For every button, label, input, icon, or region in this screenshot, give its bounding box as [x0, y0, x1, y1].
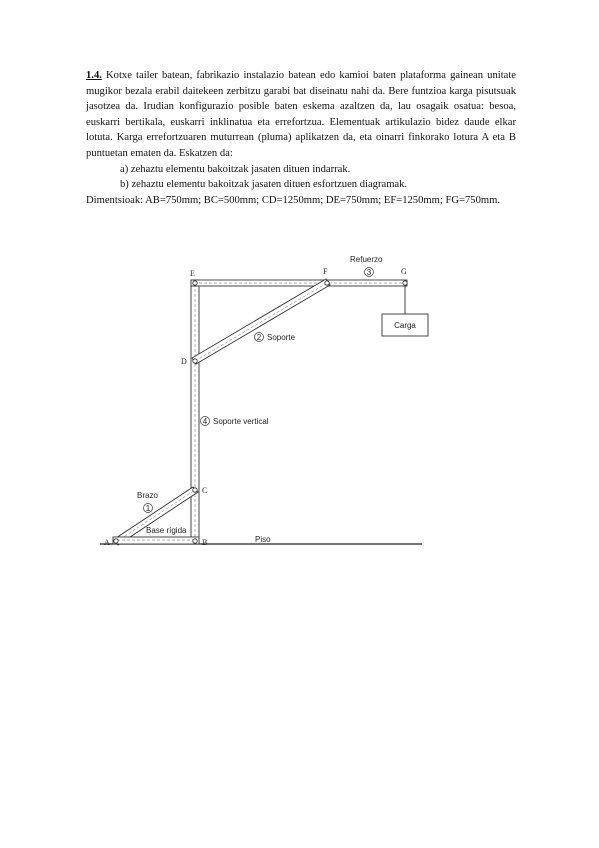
soporte-vertical-label: Soporte vertical [213, 417, 269, 426]
point-b-label: B [202, 538, 208, 547]
task-item-b: b) zehaztu elementu bakoitzak jasaten dituen esfortzuen diagramak. [120, 179, 408, 191]
point-d-label: D [181, 357, 187, 366]
point-c-label: C [202, 486, 208, 495]
point-f-label: F [323, 267, 328, 276]
reinforcement-beam [191, 280, 407, 286]
brazo-label: Brazo [137, 491, 158, 500]
point-a-label: A [104, 538, 110, 547]
point-e-label: E [190, 269, 195, 278]
task-item-a: a) zehaztu elementu bakoitzak jasaten dituen indarrak. [120, 163, 351, 175]
rigid-base [113, 537, 199, 544]
soporte-vertical-number: 4 [202, 417, 208, 426]
point-g-label: G [401, 267, 407, 276]
vertical-support [191, 280, 199, 544]
piso-label: Piso [255, 535, 271, 544]
problem-intro-text: Kotxe tailer batean, fabrikazio instalazio batean edo kamioi baten plataforma gainean unitate mugikor bezala erabil daitekeen zerbitzu garabi bat diseinatu nahi da. Bere funtzioa karga pisutsuak jasotzea da. Irudian konfigurazio posible baten eskema azaltzen da, lau osagaik osatua: besoa, euskarri bertikala, euskarri inklinatua eta errefortzua. Elementuak artikulazio bidez daude elkar lotuta. Karga errefortzuaren muturrean (pluma) aplikatzen da, eta oinarri finkorako lotura A eta B puntuetan ematen da. Eskatzen da: [86, 70, 516, 159]
problem-number: 1.4. [86, 70, 102, 81]
dimensions-text: Dimentsioak: AB=750mm; BC=500mm; CD=1250mm; DE=750mm; EF=1250mm; FG=750mm. [86, 194, 501, 206]
load-label: Carga [394, 321, 416, 330]
brazo-number: 1 [145, 504, 151, 513]
inclined-support [192, 279, 330, 364]
refuerzo-number: 3 [366, 268, 372, 277]
soporte-number: 2 [256, 333, 262, 342]
base-rigida-label: Base rígida [146, 526, 187, 535]
refuerzo-label: Refuerzo [350, 255, 383, 264]
soporte-label: Soporte [267, 333, 296, 342]
